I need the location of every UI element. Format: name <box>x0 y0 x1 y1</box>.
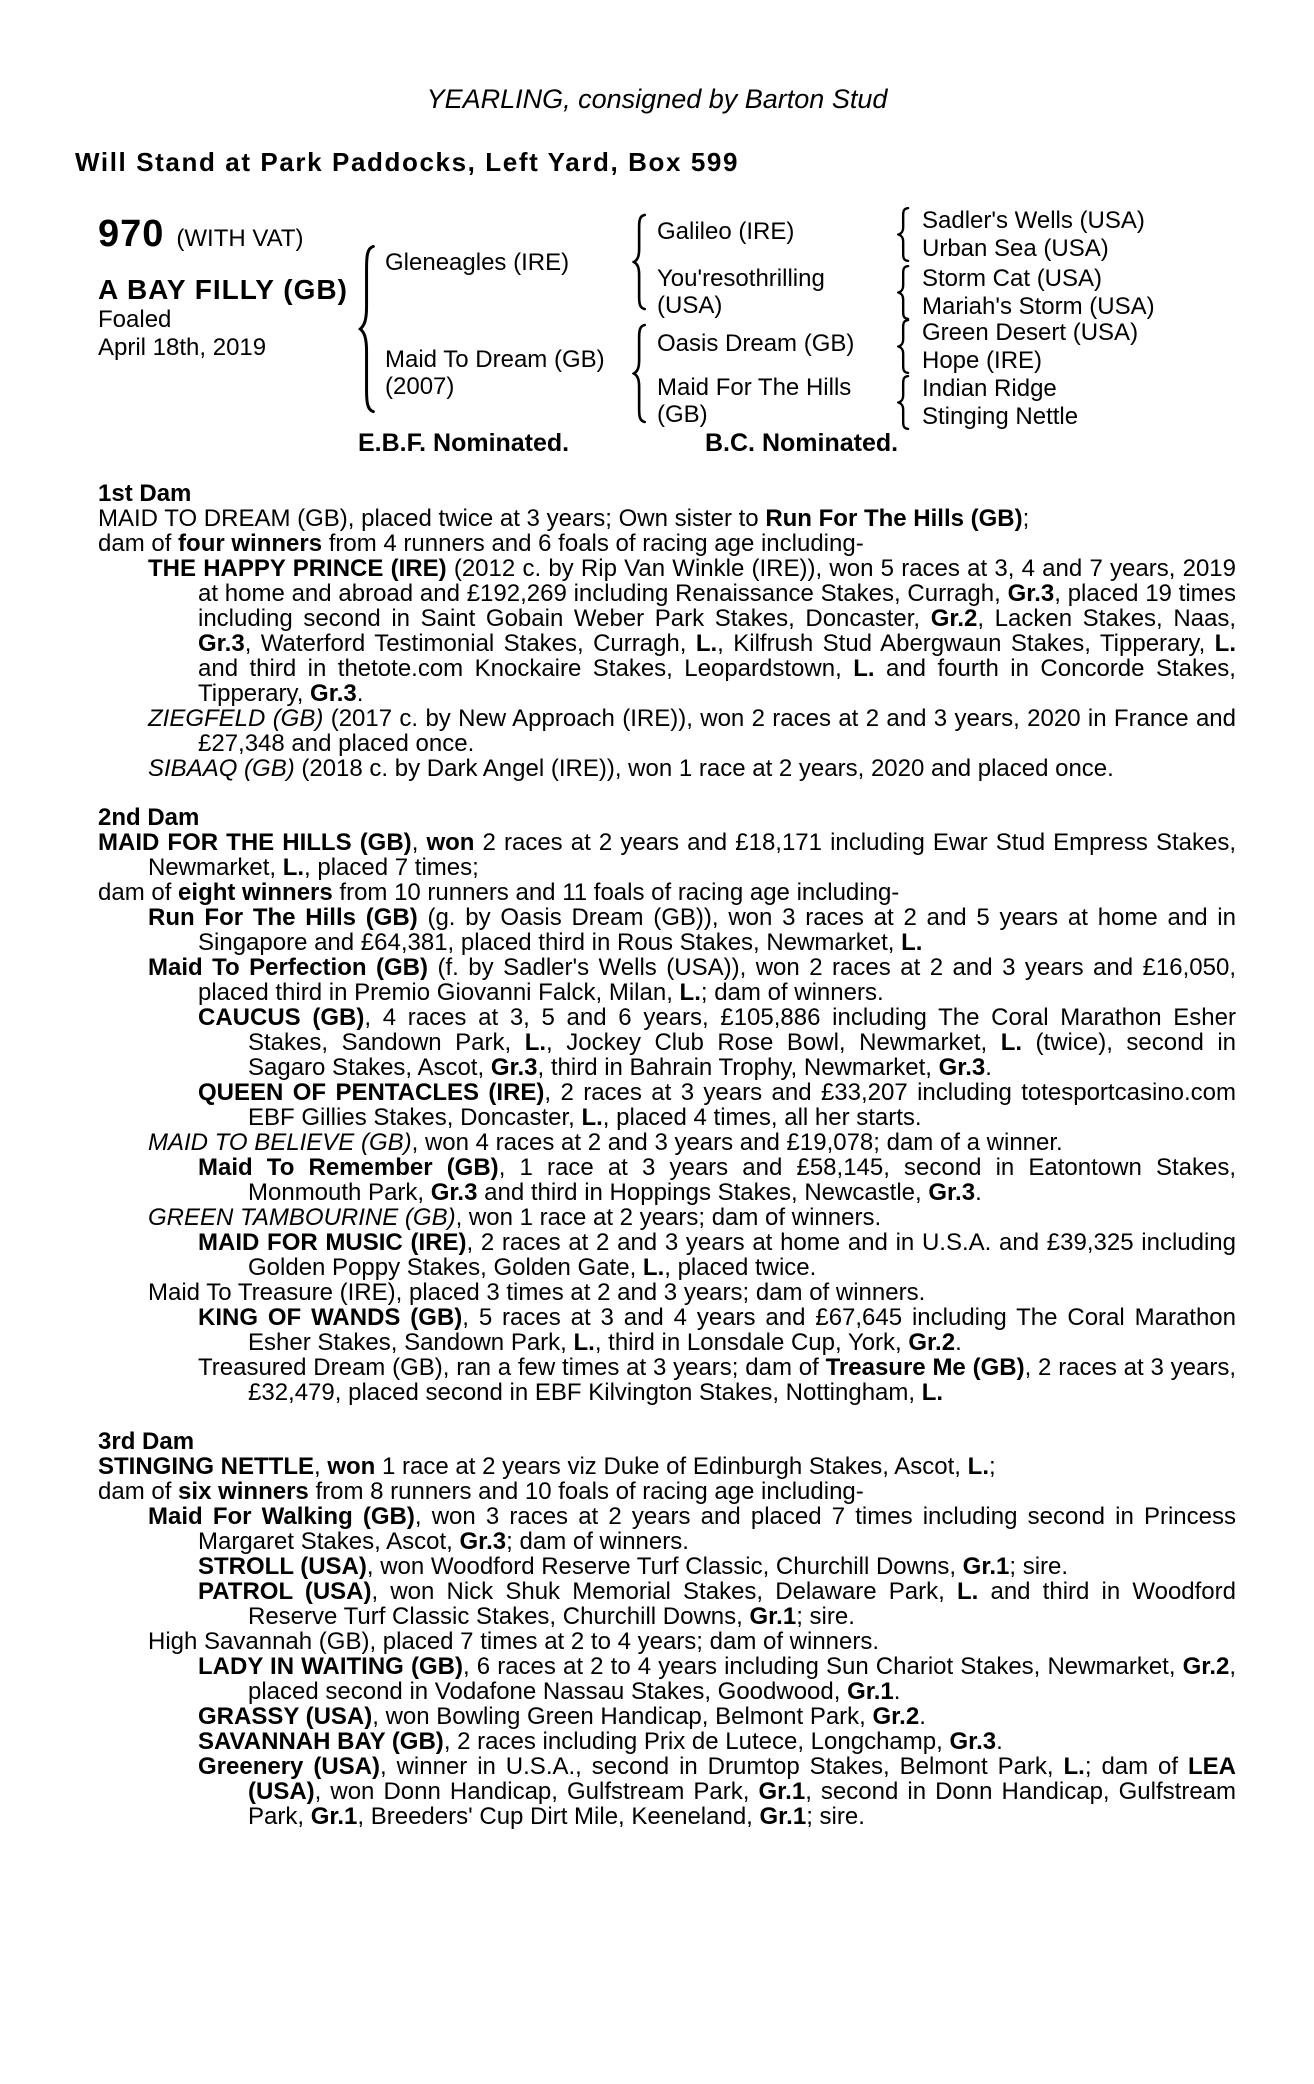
text-run: , placed twice. <box>664 1254 817 1281</box>
text-run: Maid To Perfection (GB) <box>148 954 428 981</box>
text-run: , 2 races at 2 and 3 years at home and in U.S.A. and £39,325 including Golden Poppy Stakes, Golden Gate, <box>248 1229 1237 1281</box>
text-run: Gr.2 <box>872 1703 920 1730</box>
text-run: from 10 runners and 11 foals of racing age including- <box>332 879 900 906</box>
text-run: , <box>314 1453 328 1480</box>
lot-line <box>98 213 303 256</box>
text-run: L. <box>901 929 923 956</box>
bc-nominated-label: B.C. Nominated. <box>705 429 899 457</box>
text-run: , placed second in Vodafone Nassau Stakes, Goodwood, <box>248 1653 1237 1705</box>
text-run: , placed 7 times; <box>304 854 479 881</box>
text-run: Gr.1 <box>310 1803 358 1830</box>
text-run: . <box>985 1054 992 1081</box>
text-run: dam of <box>98 530 179 557</box>
dam-section-heading: 3rd Dam <box>98 1428 195 1455</box>
text-run: , 4 races at 3, 5 and 6 years, £105,886 including The Coral Marathon Esher Stakes, Sandown Park, <box>248 1004 1236 1056</box>
text-run: Gr.1 <box>847 1678 894 1705</box>
great-grandparents-pair <box>922 207 1236 263</box>
text-run: and fourth in Concorde Stakes, Tipperary, <box>198 655 1236 707</box>
text-run: . <box>955 1329 962 1356</box>
text-run: Gr.1 <box>749 1603 797 1630</box>
text-run: MAID FOR THE HILLS (GB) <box>98 829 412 856</box>
text-run: Gr.3 <box>928 1179 976 1206</box>
text-run: (twice), second in Sagaro Stakes, Ascot, <box>248 1029 1236 1081</box>
text-run: , 6 races at 2 to 4 years including Sun Chariot Stakes, Newmarket, <box>462 1653 1183 1680</box>
text-run: , won 4 races at 2 and 3 years and £19,078; dam of a winner. <box>411 1129 1063 1156</box>
great-grandparents-pair <box>922 375 1236 431</box>
text-run: . <box>919 1703 926 1730</box>
dam-section-1st <box>98 481 1236 781</box>
catalog-paragraph <box>98 1554 1236 1579</box>
catalog-paragraph <box>98 1479 1236 1504</box>
text-run: Gr.3 <box>459 1528 507 1555</box>
text-run: ZIEGFELD (GB) <box>148 705 324 732</box>
catalog-paragraph <box>98 955 1236 1005</box>
text-run: dam of <box>98 1478 179 1505</box>
text-run: from 4 runners and 6 foals of racing age including- <box>322 530 864 557</box>
pedigree-brace-icon <box>897 265 910 320</box>
text-run: MAID TO BELIEVE (GB) <box>148 1129 412 1156</box>
text-run: Gr.2 <box>1182 1653 1230 1680</box>
dam-name <box>385 346 625 400</box>
text-run: L. <box>1214 630 1236 657</box>
catalog-paragraph <box>98 1654 1236 1704</box>
pedigree-brace-icon <box>897 207 910 262</box>
text-run: L. <box>573 1329 595 1356</box>
catalog-paragraph <box>98 1205 1236 1230</box>
text-run: , Jockey Club Rose Bowl, Newmarket, <box>546 1029 1001 1056</box>
text-run: and third in Woodford Reserve Turf Classic Stakes, Churchill Downs, <box>248 1578 1236 1630</box>
text-run: Maid To Treasure (IRE), placed 3 times at 2 and 3 years; dam of winners. <box>148 1279 926 1306</box>
text-run: STINGING NETTLE <box>98 1453 314 1480</box>
catalog-paragraph <box>98 1579 1236 1629</box>
text-run: PATROL (USA) <box>198 1578 372 1605</box>
text-run: , 2 races including Prix de Lutece, Longchamp, <box>443 1728 950 1755</box>
text-run: , second in Donn Handicap, Gulfstream Park, <box>248 1778 1237 1830</box>
text-run: Gr.3 <box>430 1179 478 1206</box>
pedigree-brace-icon <box>897 375 910 430</box>
great-grandsire-name: Storm Cat (USA) <box>922 265 1103 292</box>
text-run: Treasure Me (GB) <box>825 1354 1025 1381</box>
text-run: and third in thetote.com Knockaire Stakes, Leopardstown, <box>198 655 854 682</box>
text-run: Greenery (USA) <box>198 1753 380 1780</box>
text-run: Treasured Dream (GB), ran a few times at 3 years; dam of <box>198 1354 826 1381</box>
catalog-paragraph <box>98 1080 1236 1130</box>
catalog-paragraph <box>98 1130 1236 1155</box>
great-granddam-name: Mariah's Storm (USA) <box>922 293 1155 320</box>
text-run: , Waterford Testimonial Stakes, Curragh, <box>244 630 696 657</box>
text-run: , won Bowling Green Handicap, Belmont Park, <box>372 1703 873 1730</box>
text-run: Gr.2 <box>908 1329 956 1356</box>
grandsire-name: Galileo (IRE) <box>657 218 795 245</box>
text-run: (f. by Sadler's Wells (USA)), won 2 races at 2 and 3 years and £16,050, placed third in Premio Giovanni Falck, Milan, <box>198 954 1237 1006</box>
text-run: ; sire. <box>1009 1553 1069 1580</box>
text-run: L. <box>695 630 718 657</box>
text-run: SAVANNAH BAY (GB) <box>198 1728 444 1755</box>
text-run: L. <box>642 1254 665 1281</box>
text-run: , third in Bahrain Trophy, Newmarket, <box>537 1054 939 1081</box>
catalog-paragraph <box>98 531 1236 556</box>
text-run: QUEEN OF PENTACLES (IRE) <box>198 1079 545 1106</box>
text-run: LEA (USA) <box>248 1753 1236 1805</box>
great-grandsire-name: Green Desert (USA) <box>922 319 1139 346</box>
catalog-paragraph <box>98 1280 1236 1305</box>
text-run: (2018 c. by Dark Angel (IRE)), won 1 race at 2 years, 2020 and placed once. <box>294 755 1114 782</box>
text-run: L. <box>524 1029 547 1056</box>
ebf-nominated-label: E.B.F. Nominated. <box>358 429 570 457</box>
text-run: ; dam of winners. <box>700 979 884 1006</box>
pedigree-text-body <box>98 481 1236 1829</box>
catalog-paragraph <box>98 1729 1236 1754</box>
text-run: CAUCUS (GB) <box>198 1004 365 1031</box>
catalog-paragraph <box>98 756 1236 781</box>
text-run: Gr.1 <box>758 1778 806 1805</box>
catalog-paragraph <box>98 1355 1236 1405</box>
text-run: , 2 races at 3 years and £33,207 including totesportcasino.com EBF Gillies Stakes, Doncaster, <box>248 1079 1236 1131</box>
text-run: . <box>356 680 364 707</box>
stand-location-line: Will Stand at Park Paddocks, Left Yard, Box 599 <box>75 147 740 177</box>
text-run: . <box>975 1179 982 1206</box>
granddam-name: Maid For The Hills (GB) <box>657 374 852 428</box>
text-run: , 5 races at 3 and 4 years and £67,645 including The Coral Marathon Esher Stakes, Sandown Park, <box>248 1304 1236 1356</box>
text-run: Gr.3 <box>490 1054 538 1081</box>
text-run: , 2 races at 3 years, £32,479, placed second in EBF Kilvington Stakes, Nottingham, <box>248 1354 1236 1406</box>
catalog-paragraph <box>98 880 1236 905</box>
text-run: , won 1 race at 2 years; dam of winners. <box>455 1204 882 1231</box>
dam-section-paragraphs <box>98 1454 1236 1829</box>
text-run: Gr.3 <box>310 680 357 707</box>
text-run: from 8 runners and 10 foals of racing age including- <box>308 1478 864 1505</box>
great-grandsire-name: Indian Ridge <box>922 375 1057 402</box>
text-run: High Savannah (GB), placed 7 times at 2 to 4 years; dam of winners. <box>148 1628 880 1655</box>
text-run: , won Nick Shuk Memorial Stakes, Delaware Park, <box>371 1578 957 1605</box>
lot-number: 970 <box>98 213 165 255</box>
text-run: Gr.2 <box>930 605 978 632</box>
pedigree-brace-icon <box>897 319 910 374</box>
text-run: MAID FOR MUSIC (IRE) <box>198 1229 467 1256</box>
great-grandsire-name: Sadler's Wells (USA) <box>922 207 1145 234</box>
text-run: THE HAPPY PRINCE (IRE) <box>148 555 447 582</box>
catalog-paragraph <box>98 1005 1236 1080</box>
nomination-line <box>0 429 1314 455</box>
catalog-paragraph <box>98 506 1236 531</box>
dam-name-line: Maid To Dream (GB) <box>385 346 605 373</box>
text-run: dam of <box>98 879 179 906</box>
catalog-paragraph <box>98 1704 1236 1729</box>
foaled-date: April 18th, 2019 <box>98 334 267 361</box>
text-run: Run For The Hills (GB) <box>148 904 418 931</box>
text-run: LADY IN WAITING (GB) <box>198 1653 463 1680</box>
text-run: Gr.1 <box>962 1553 1010 1580</box>
text-run: (2012 c. by Rip Van Winkle (IRE)), won 5 races at 3, 4 and 7 years, 2019 at home and abroad and £192,269 including Renaissance Stakes, Curragh, <box>198 555 1236 607</box>
catalog-paragraph <box>98 1754 1236 1829</box>
dam-section-paragraphs <box>98 830 1236 1405</box>
text-run: , third in Lonsdale Cup, York, <box>594 1329 909 1356</box>
great-granddam-name: Hope (IRE) <box>922 347 1043 374</box>
text-run: ; <box>988 1453 996 1480</box>
dam-section-heading: 1st Dam <box>98 480 192 507</box>
text-run: , <box>411 829 427 856</box>
pedigree-table <box>0 205 1314 430</box>
catalog-paragraph <box>98 706 1236 756</box>
catalog-paragraph <box>98 830 1236 880</box>
text-run: 1 race at 2 years viz Duke of Edinburgh Stakes, Ascot, <box>375 1453 968 1480</box>
text-run: GRASSY (USA) <box>198 1703 373 1730</box>
text-run: STROLL (USA) <box>198 1553 367 1580</box>
text-run: (g. by Oasis Dream (GB)), won 3 races at 2 and 5 years at home and in Singapore and £64,381, placed third in Rous Stakes, Newmarket, <box>198 904 1236 956</box>
text-run: four winners <box>178 530 323 557</box>
text-run: . <box>893 1678 901 1705</box>
catalog-paragraph <box>98 1504 1236 1554</box>
catalog-paragraph <box>98 1230 1236 1280</box>
text-run: Run For The Hills (GB) <box>765 505 1023 532</box>
foaled-label: Foaled <box>98 306 172 333</box>
text-run: ; dam of <box>1084 1753 1188 1780</box>
text-run: MAID TO DREAM (GB), placed twice at 3 years; Own sister to <box>98 505 766 532</box>
pedigree-brace-icon <box>632 213 647 311</box>
text-run: Maid To Remember (GB) <box>198 1154 499 1181</box>
text-run: ; dam of winners. <box>506 1528 689 1555</box>
great-grandparents-pair <box>922 319 1236 375</box>
dam-section-paragraphs <box>98 506 1236 781</box>
text-run: L. <box>967 1453 989 1480</box>
text-run: 2 races at 2 years and £18,171 including Ewar Stud Empress Stakes, Newmarket, <box>148 829 1236 881</box>
dam-section-heading: 2nd Dam <box>98 804 200 831</box>
text-run: eight winners <box>178 879 333 906</box>
dam-section-3rd <box>98 1429 1236 1829</box>
text-run: , won Woodford Reserve Turf Classic, Churchill Downs, <box>366 1553 963 1580</box>
text-run: L. <box>956 1578 979 1605</box>
text-run: L. <box>1063 1753 1085 1780</box>
catalog-paragraph <box>98 1155 1236 1205</box>
vat-note: (WITH VAT) <box>176 225 304 252</box>
grandsire-name: Oasis Dream (GB) <box>657 330 855 357</box>
text-run: (2017 c. by New Approach (IRE)), won 2 races at 2 and 3 years, 2020 in France and £27,348 and placed once. <box>198 705 1236 757</box>
text-run: Gr.3 <box>1007 580 1055 607</box>
text-run: Gr.3 <box>949 1728 997 1755</box>
dam-section-2nd <box>98 805 1236 1405</box>
text-run: L. <box>1000 1029 1023 1056</box>
text-run: , won 3 races at 2 years and placed 7 times including second in Princess Margaret Stakes, Ascot, <box>198 1503 1236 1555</box>
text-run: ; sire. <box>806 1803 865 1830</box>
great-granddam-name: Stinging Nettle <box>922 403 1079 430</box>
horse-description: A BAY FILLY (GB) <box>98 274 348 305</box>
sire-name: Gleneagles (IRE) <box>385 249 570 276</box>
text-run: and third in Hoppings Stakes, Newcastle, <box>477 1179 929 1206</box>
text-run: KING OF WANDS (GB) <box>198 1304 463 1331</box>
text-run: , winner in U.S.A., second in Drumtop Stakes, Belmont Park, <box>379 1753 1064 1780</box>
catalog-paragraph <box>98 905 1236 955</box>
text-run: , placed 4 times, all her starts. <box>602 1104 922 1131</box>
text-run: , placed 19 times including second in Saint Gobain Weber Park Stakes, Doncaster, <box>198 580 1236 632</box>
text-run: Gr.3 <box>198 630 245 657</box>
text-run: L. <box>921 1379 944 1406</box>
catalog-paragraph <box>98 1305 1236 1355</box>
granddam-name: You'resothrilling (USA) <box>657 265 825 319</box>
text-run: . <box>996 1728 1003 1755</box>
text-run: ; <box>1022 505 1030 532</box>
text-run: GREEN TAMBOURINE (GB) <box>148 1204 456 1231</box>
text-run: , Kilfrush Stud Abergwaun Stakes, Tipperary, <box>717 630 1215 657</box>
catalog-paragraph <box>98 1629 1236 1654</box>
text-run: won <box>327 1453 376 1480</box>
great-granddam-name: Urban Sea (USA) <box>922 235 1109 262</box>
catalog-paragraph <box>98 556 1236 706</box>
text-run: L. <box>282 854 305 881</box>
text-run: , won Donn Handicap, Gulfstream Park, <box>314 1778 759 1805</box>
text-run: L. <box>853 655 875 682</box>
text-run: six winners <box>178 1478 309 1505</box>
text-run: won <box>426 829 475 856</box>
text-run: SIBAAQ (GB) <box>148 755 295 782</box>
text-run: , 1 race at 3 years and £58,145, second in Eatontown Stakes, Monmouth Park, <box>248 1154 1237 1206</box>
text-run: L. <box>581 1104 603 1131</box>
pedigree-brace-icon <box>358 243 376 415</box>
catalog-paragraph <box>98 1454 1236 1479</box>
great-grandparents-pair <box>922 265 1236 321</box>
dam-year: (2007) <box>385 373 455 400</box>
pedigree-brace-icon <box>632 323 647 424</box>
text-run: Gr.3 <box>938 1054 986 1081</box>
text-run: Gr.1 <box>759 1803 807 1830</box>
text-run: ; sire. <box>796 1603 855 1630</box>
text-run: Maid For Walking (GB) <box>148 1503 415 1530</box>
text-run: , Breeders' Cup Dirt Mile, Keeneland, <box>357 1803 760 1830</box>
page-title: YEARLING, consigned by Barton Stud <box>426 84 888 114</box>
text-run: L. <box>679 979 701 1006</box>
text-run: , Lacken Stakes, Naas, <box>977 605 1237 632</box>
